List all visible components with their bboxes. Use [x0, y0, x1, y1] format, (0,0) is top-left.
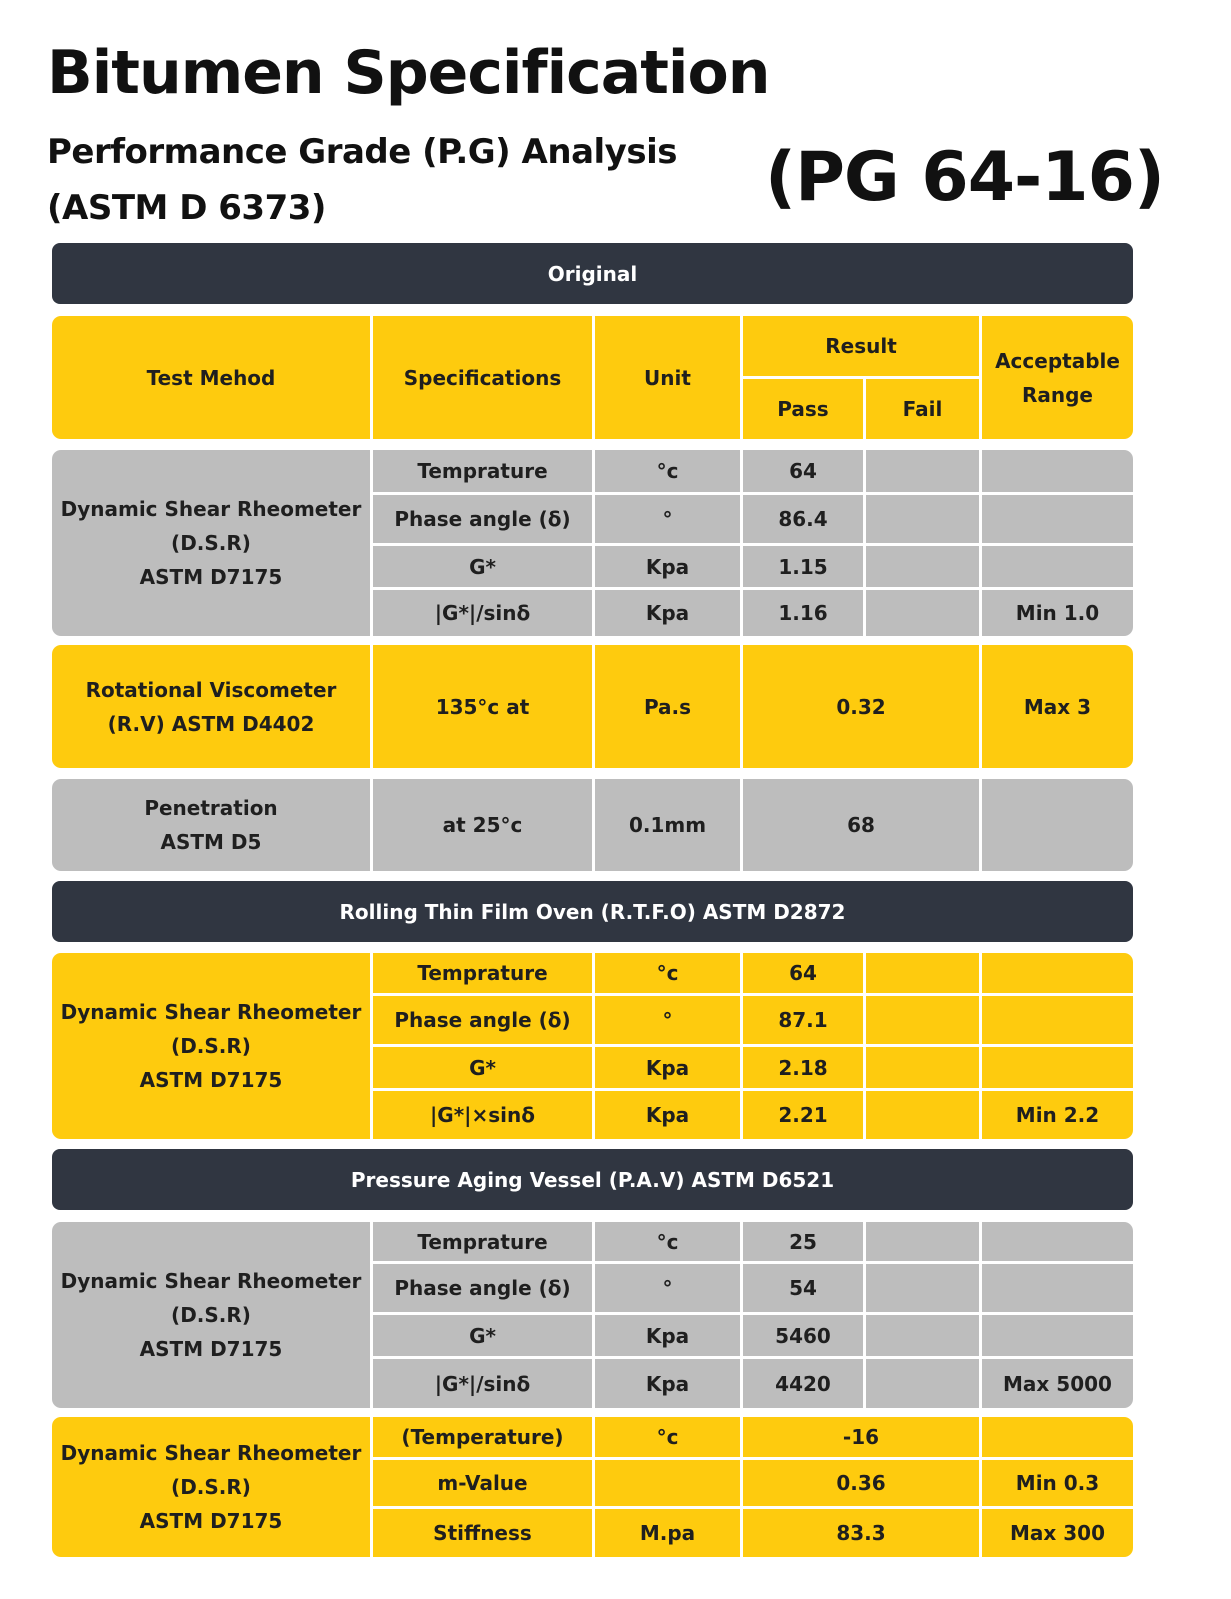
- table-cell-result: 0.32: [836, 694, 886, 719]
- table-cell-unit: Kpa: [645, 1103, 690, 1127]
- table-cell-range: [982, 546, 1133, 587]
- table-cell-pass: 2.21: [778, 1103, 828, 1127]
- table-cell-range: Max 3: [1023, 694, 1092, 719]
- table-cell-unit: °: [662, 507, 673, 531]
- col-acceptable-range-2: Range: [1021, 382, 1093, 407]
- table-cell-pass: 54: [789, 1276, 817, 1300]
- page-subtitle: [47, 124, 677, 236]
- table-cell-pass: 1.16: [778, 601, 828, 625]
- page-title: Bitumen Specification: [47, 38, 770, 108]
- section-pav: Pressure Aging Vessel (P.A.V) ASTM D6521: [52, 1149, 1133, 1210]
- col-unit: Unit: [644, 365, 691, 390]
- table-cell-unit: Kpa: [645, 1323, 690, 1348]
- dsr-rtfo-method: Dynamic Shear Rheometer (D.S.R) ASTM D7175: [60, 1000, 362, 1092]
- column-header: [52, 316, 1133, 439]
- table-cell-unit: Pa.s: [643, 694, 692, 719]
- dsr-final-method: Dynamic Shear Rheometer (D.S.R) ASTM D7175: [60, 1441, 362, 1533]
- table-cell-range: Min 2.2: [1015, 1103, 1100, 1127]
- penetration-method: Penetration ASTM D5: [144, 796, 278, 854]
- table-cell-range: [982, 953, 1133, 993]
- table-cell-pass: 64: [789, 459, 817, 483]
- table-cell-pass: 1.15: [778, 554, 828, 579]
- col-pass: Pass: [777, 397, 829, 421]
- table-cell-pass: 87.1: [778, 1008, 828, 1032]
- dsr-original-block: [52, 450, 1133, 636]
- table-cell-range: [982, 779, 1133, 871]
- table-cell-pass: 2.18: [778, 1055, 828, 1080]
- table-cell-range: [982, 1047, 1133, 1088]
- viscometer-block: [52, 645, 1133, 768]
- table-cell-range: [982, 1417, 1133, 1457]
- table-cell-pass: 4420: [775, 1371, 831, 1396]
- table-cell-fail: [866, 1315, 979, 1356]
- table-cell-result: 68: [847, 813, 875, 837]
- dsr-original-method: Dynamic Shear Rheometer (D.S.R) ASTM D7175: [60, 497, 362, 589]
- col-fail: Fail: [902, 397, 943, 421]
- table-cell-spec: Phase angle (δ): [394, 507, 571, 531]
- table-cell-range: [982, 495, 1133, 543]
- table-cell-result: 0.36: [836, 1471, 886, 1495]
- table-cell-pass: 5460: [775, 1323, 831, 1348]
- table-cell-range: Min 1.0: [1015, 601, 1100, 625]
- table-cell-spec: Phase angle (δ): [394, 1276, 571, 1300]
- table-cell-unit: °: [662, 1276, 673, 1300]
- section-rtfo: Rolling Thin Film Oven (R.T.F.O) ASTM D2872: [52, 881, 1133, 942]
- col-result: Result: [825, 334, 897, 358]
- table-cell-unit: °c: [656, 1229, 679, 1254]
- table-cell-spec: |G*|/sinδ: [434, 601, 531, 625]
- table-cell-unit: °c: [656, 961, 679, 985]
- table-cell-spec: |G*|×sinδ: [430, 1103, 535, 1127]
- table-cell-spec: G*: [469, 554, 496, 579]
- table-cell-fail: [866, 1359, 979, 1408]
- table-cell-range: [982, 996, 1133, 1044]
- penetration-block: [52, 779, 1133, 871]
- table-cell-range: [982, 450, 1133, 492]
- table-cell-spec: |G*|/sinδ: [434, 1371, 531, 1396]
- table-cell-spec: Temprature: [417, 1229, 548, 1254]
- table-cell-spec: Temprature: [417, 961, 548, 985]
- viscometer-method: Rotational Viscometer (R.V) ASTM D4402: [85, 677, 337, 736]
- dsr-final-block: [52, 1417, 1133, 1557]
- table-cell-pass: 86.4: [778, 507, 828, 531]
- col-test-method: Test Mehod: [146, 365, 276, 390]
- table-cell-spec: Phase angle (δ): [394, 1008, 571, 1032]
- table-cell-unit: Kpa: [645, 1371, 690, 1396]
- table-cell-unit: [595, 1460, 740, 1506]
- table-cell-unit: °c: [656, 1425, 679, 1449]
- col-acceptable-range-1: Acceptable: [995, 348, 1120, 373]
- table-cell-fail: [866, 590, 979, 636]
- table-cell-result: 83.3: [836, 1521, 886, 1545]
- table-cell-pass: 25: [789, 1229, 817, 1254]
- table-cell-fail: [866, 953, 979, 993]
- table-cell-unit: °: [662, 1008, 673, 1032]
- table-cell-unit: M.pa: [639, 1521, 696, 1545]
- col-acceptable-range: [982, 316, 1133, 439]
- section-original: Original: [52, 243, 1133, 304]
- table-cell-range: [982, 1315, 1133, 1356]
- table-cell-unit: Kpa: [645, 1055, 690, 1080]
- table-cell-unit: Kpa: [645, 601, 690, 625]
- table-cell-fail: [866, 1264, 979, 1312]
- table-cell-unit: °c: [656, 459, 679, 483]
- table-cell-result: -16: [842, 1425, 880, 1449]
- table-cell-fail: [866, 1047, 979, 1088]
- table-cell-spec: (Temperature): [401, 1425, 564, 1449]
- table-cell-unit: 0.1mm: [628, 813, 707, 837]
- table-cell-range: Max 300: [1009, 1521, 1105, 1545]
- table-cell-spec: Stiffness: [433, 1521, 532, 1545]
- table-cell-range: Min 0.3: [1015, 1471, 1100, 1495]
- table-cell-spec: G*: [469, 1055, 496, 1080]
- dsr-rtfo-block: [52, 953, 1133, 1139]
- table-cell-fail: [866, 996, 979, 1044]
- table-cell-fail: [866, 450, 979, 492]
- table-cell-spec: G*: [469, 1323, 496, 1348]
- table-cell-spec: m-Value: [437, 1471, 528, 1495]
- table-cell-range: [982, 1222, 1133, 1261]
- table-cell-spec: Temprature: [417, 459, 548, 483]
- table-cell-fail: [866, 546, 979, 587]
- subtitle-line-2: (ASTM D 6373): [47, 188, 326, 228]
- dsr-pav-block: [52, 1222, 1133, 1408]
- table-cell-pass: 64: [789, 961, 817, 985]
- table-cell-spec: at 25°c: [442, 813, 523, 837]
- table-cell-fail: [866, 1222, 979, 1261]
- table-cell-fail: [866, 1091, 979, 1139]
- grade-label: (PG 64-16): [765, 138, 1164, 217]
- col-specifications: Specifications: [403, 365, 562, 390]
- subtitle-line-1: Performance Grade (P.G) Analysis: [47, 132, 677, 172]
- table-cell-fail: [866, 495, 979, 543]
- table-cell-range: Max 5000: [1003, 1371, 1112, 1396]
- table-cell-spec: 135°c at: [435, 694, 530, 719]
- dsr-pav-method: Dynamic Shear Rheometer (D.S.R) ASTM D7175: [60, 1269, 362, 1361]
- table-cell-range: [982, 1264, 1133, 1312]
- table-cell-unit: Kpa: [645, 554, 690, 579]
